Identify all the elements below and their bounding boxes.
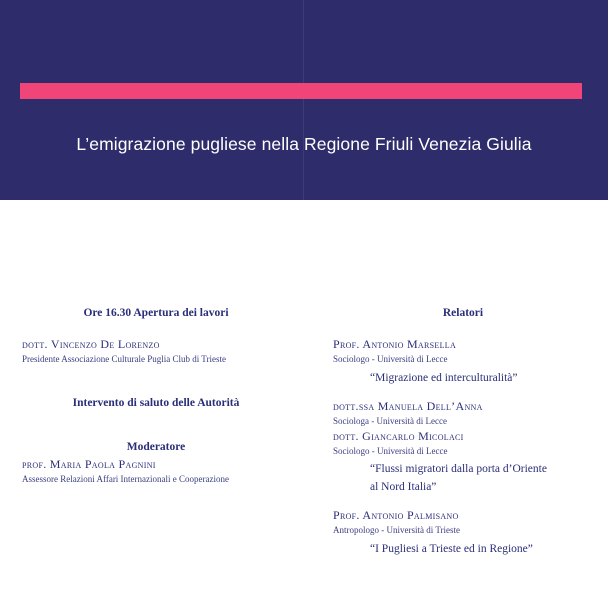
speaker-role: Sociologo - Università di Lecce — [333, 446, 448, 456]
talk-title: “Flussi migratori dalla porta d’Oriente — [370, 463, 547, 475]
talk-title: “Migrazione ed interculturalità” — [370, 372, 518, 384]
accent-bar — [20, 83, 582, 99]
speaker-role: Antropologo - Università di Trieste — [333, 525, 460, 535]
moderator-name: prof. Maria Paola Pagnini — [22, 457, 156, 471]
talk-title: “I Pugliesi a Trieste ed in Regione” — [370, 543, 533, 555]
host-role: Presidente Associazione Culturale Puglia Club di Trieste — [22, 354, 226, 364]
speaker-name: Prof. Antonio Marsella — [333, 337, 457, 351]
speakers-heading: Relatori — [442, 307, 484, 319]
speaker-name: dott.ssa Manuela Dell’Anna — [333, 399, 483, 413]
speaker-role: Sociologa - Università di Lecce — [333, 416, 447, 426]
opening-heading: Ore 16.30 Apertura dei lavori — [83, 307, 229, 319]
fold-line — [303, 0, 304, 200]
speaker-name: dott. Giancarlo Micolaci — [333, 429, 464, 443]
moderator-role: Assessore Relazioni Affari Internazionali e Cooperazione — [22, 474, 230, 484]
page-title: L’emigrazione pugliese nella Regione Friuli Venezia Giulia — [76, 134, 532, 154]
moderator-heading: Moderatore — [126, 441, 186, 453]
talk-title-continued: al Nord Italia” — [370, 481, 437, 493]
speaker-name: Prof. Antonio Palmisano — [333, 508, 459, 522]
greeting-heading: Intervento di saluto delle Autorità — [72, 397, 240, 409]
host-name: dott. Vincenzo De Lorenzo — [22, 337, 160, 351]
speaker-role: Sociologo - Università di Lecce — [333, 354, 448, 364]
header-banner — [0, 0, 608, 200]
